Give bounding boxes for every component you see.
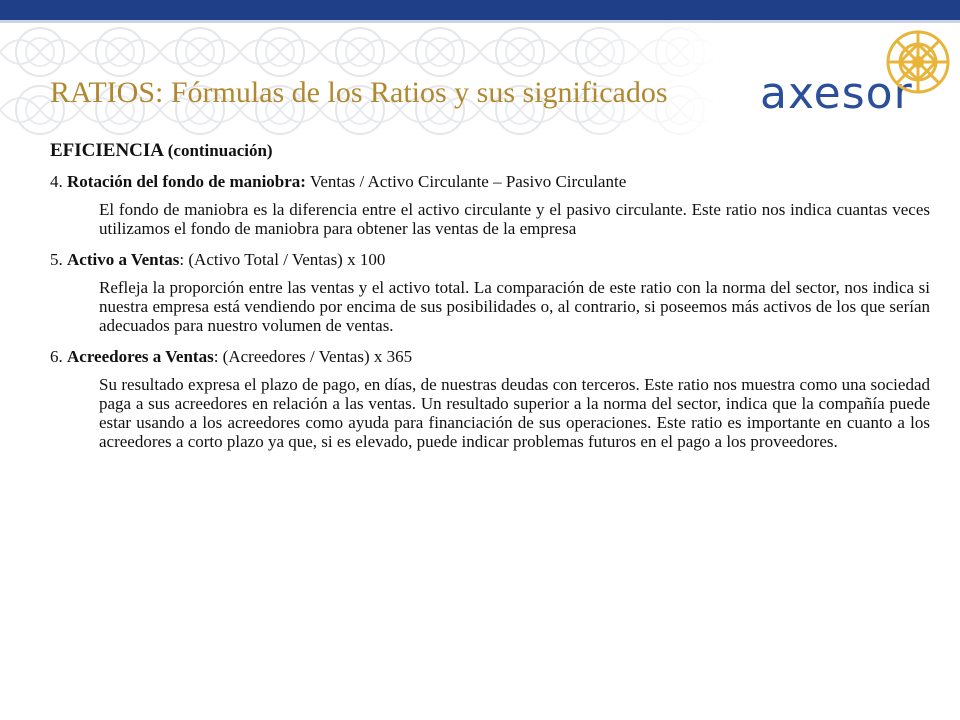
ratio-4-title — [50, 172, 930, 192]
ratio-6-title — [50, 347, 930, 367]
section-heading-sub: (continuación) — [167, 141, 273, 160]
header-bar — [0, 0, 960, 20]
ratio-5-description: Refleja la proporción entre las ventas y el activo total. La comparación de este ratio con la norma del sector, nos indica si nuestra empresa está vendiendo por encima de sus posibilidades o, al contrario, si poseemos más activos de los que serían adecuados para nuestro volumen de ventas. — [99, 278, 930, 335]
page-title: RATIOS: Fórmulas de los Ratios y sus significados — [50, 76, 668, 109]
ratio-number: 4. — [50, 172, 63, 191]
ratio-name: Rotación del fondo de maniobra: — [67, 172, 306, 191]
axesor-logo-icon — [884, 28, 952, 96]
ratio-number: 6. — [50, 347, 63, 366]
ratio-number: 5. — [50, 250, 63, 269]
section-heading — [50, 140, 930, 162]
section-heading-label: EFICIENCIA — [50, 140, 163, 161]
ratio-name: Acreedores a Ventas — [67, 347, 214, 366]
ratio-name: Activo a Ventas — [67, 250, 180, 269]
ratio-formula: : (Activo Total / Ventas) x 100 — [179, 250, 386, 269]
content — [50, 140, 930, 463]
ratio-6-description: Su resultado expresa el plazo de pago, en días, de nuestras deudas con terceros. Este ratio nos muestra como una sociedad paga a sus acreedores en relación a las ventas. Un resultado superior a la norma del sector, indica que la compañía puede estar usando a los acreedores como ayuda para financiación de sus operaciones. Este ratio es importante en cuanto a los acreedores a corto plazo ya que, si es elevado, puede indicar problemas futuros en el pago a los proveedores. — [99, 375, 930, 451]
ratio-4-description: El fondo de maniobra es la diferencia entre el activo circulante y el pasivo circulante. Este ratio nos indica cuantas veces utilizamos el fondo de maniobra para obtener las ventas de la empresa — [99, 200, 930, 238]
axesor-logo-text: axesor — [760, 68, 913, 119]
ratio-formula: Ventas / Activo Circulante – Pasivo Circulante — [309, 172, 627, 191]
ratio-5-title — [50, 250, 930, 270]
ratio-formula: : (Acreedores / Ventas) x 365 — [213, 347, 413, 366]
